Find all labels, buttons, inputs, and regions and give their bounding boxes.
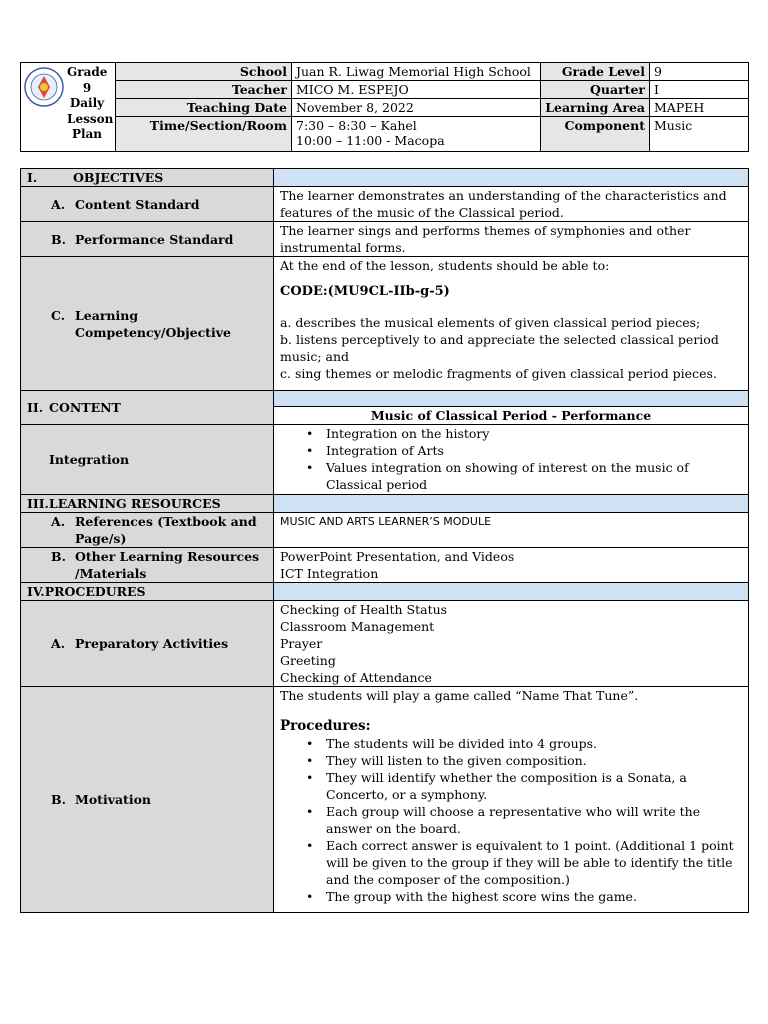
competency-label: Learning Competency/Objective	[75, 307, 231, 340]
section-number: I.	[27, 170, 38, 185]
row-letter: B.	[51, 549, 66, 564]
teacher-value: MICO M. ESPEJO	[292, 81, 541, 99]
lesson-plan-table	[20, 168, 749, 913]
competency-intro: At the end of the lesson, students should be able to:	[280, 258, 610, 273]
list-item: Checking of Attendance	[280, 670, 432, 685]
list-item: • The students will be divided into 4 groups.	[326, 735, 742, 752]
list-item: • The group with the highest score wins the game.	[326, 888, 742, 905]
content-standard-text: The learner demonstrates an understanding of the characteristics and features of the music of the Classical period.	[274, 187, 749, 222]
section-objectives-fill	[274, 169, 749, 187]
section-title: PROCEDURES	[44, 584, 146, 599]
section-title: CONTENT	[49, 400, 121, 415]
deped-seal-icon	[24, 67, 64, 107]
section-resources-fill	[274, 495, 749, 513]
motivation-cell	[274, 687, 749, 913]
row-letter: A.	[51, 196, 66, 212]
section-objectives	[21, 169, 274, 187]
list-item: Prayer	[280, 636, 323, 651]
quarter-value: I	[650, 81, 749, 99]
learning-area-label: Learning Area	[541, 99, 650, 117]
procedures-heading: Procedures:	[280, 718, 371, 734]
performance-standard-label-cell	[21, 222, 274, 257]
grade-box-line: Daily	[69, 96, 105, 110]
grade-box	[67, 65, 114, 143]
section-number: IV.	[27, 584, 45, 599]
section-title: OBJECTIVES	[73, 170, 164, 185]
quarter-label: Quarter	[541, 81, 650, 99]
list-item: • Integration of Arts	[326, 442, 742, 459]
teaching-date-label: Teaching Date	[116, 99, 292, 117]
row-letter: B.	[51, 231, 66, 247]
content-subtitle: Music of Classical Period - Performance	[370, 408, 652, 423]
teacher-label: Teacher	[116, 81, 292, 99]
time-line-2: 10:00 – 11:00 - Macopa	[296, 133, 445, 148]
grade-level-label: Grade Level	[541, 63, 650, 81]
competency-item-c: c. sing themes or melodic fragments of given classical period pieces.	[280, 366, 717, 381]
motivation-label-cell	[21, 687, 274, 913]
list-item: Classroom Management	[280, 619, 435, 634]
row-letter: A.	[51, 636, 66, 651]
time-section-value	[292, 117, 541, 152]
performance-standard-text: The learner sings and performs themes of symphonies and other instrumental forms.	[274, 222, 749, 257]
grade-box-line: Plan	[71, 127, 103, 141]
other-resources-cell	[274, 548, 749, 583]
learning-area-value: MAPEH	[650, 99, 749, 117]
competency-item-b: b. listens perceptively to and appreciate the selected classical period music; and	[280, 332, 719, 364]
grade-box-line: Lesson	[67, 111, 114, 126]
section-procedures-fill	[274, 583, 749, 601]
content-standard-label-cell	[21, 187, 274, 222]
list-item: • Each group will choose a representative who will write the answer on the board.	[326, 803, 742, 837]
section-resources	[21, 495, 274, 513]
other-resources-label: Other Learning Resources /Materials	[75, 549, 260, 581]
other-resources-label-cell	[21, 548, 274, 583]
motivation-steps	[280, 735, 742, 905]
list-item: • Each correct answer is equivalent to 1 point. (Additional 1 point will be given to the group if they will be able to identify the title and the composer of the composition.)	[326, 837, 742, 888]
content-standard-label: Content Standard	[75, 196, 200, 212]
time-section-label: Time/Section/Room	[116, 117, 292, 152]
preparatory-label: Preparatory Activities	[75, 636, 229, 651]
integration-label: Integration	[21, 425, 274, 495]
list-item: • Integration on the history	[326, 425, 742, 442]
section-content	[21, 391, 274, 425]
logo-cell	[21, 63, 116, 152]
component-value: Music	[650, 117, 749, 152]
performance-standard-label: Performance Standard	[75, 231, 234, 247]
competency-label-cell	[21, 257, 274, 391]
component-label: Component	[541, 117, 650, 152]
row-letter: B.	[51, 792, 66, 807]
school-label: School	[116, 63, 292, 81]
list-item: • They will listen to the given composition.	[326, 752, 742, 769]
references-text: MUSIC AND ARTS LEARNER’S MODULE	[274, 513, 749, 548]
list-item: • They will identify whether the composition is a Sonata, a Concerto, or a symphony.	[326, 769, 742, 803]
preparatory-label-cell	[21, 601, 274, 687]
content-fill	[274, 391, 748, 407]
header-table	[20, 62, 749, 151]
list-item: Checking of Health Status	[280, 602, 448, 617]
references-label-cell	[21, 513, 274, 548]
time-line-1: 7:30 – 8:30 – Kahel	[296, 118, 417, 133]
section-number: II.	[27, 400, 44, 415]
competency-cell	[274, 257, 749, 391]
integration-cell	[274, 425, 749, 495]
references-label: References (Textbook and Page/s)	[75, 514, 257, 546]
grade-box-line: Grade 9	[67, 65, 108, 95]
motivation-label: Motivation	[75, 792, 152, 807]
list-item: Greeting	[280, 653, 336, 668]
other-resources-line: ICT Integration	[280, 566, 379, 581]
preparatory-cell	[274, 601, 749, 687]
motivation-intro: The students will play a game called “Name That Tune”.	[280, 688, 639, 703]
row-letter: C.	[51, 307, 66, 323]
competency-code: CODE:(MU9CL-IIb-g-5)	[280, 284, 450, 299]
content-subtitle-cell	[274, 391, 749, 425]
section-procedures	[21, 583, 274, 601]
section-number: III.	[27, 496, 49, 511]
teaching-date-value: November 8, 2022	[292, 99, 541, 117]
grade-level-value: 9	[650, 63, 749, 81]
list-item: • Values integration on showing of interest on the music of Classical period	[326, 459, 742, 493]
integration-list	[280, 425, 742, 493]
row-letter: A.	[51, 514, 66, 529]
competency-item-a: a. describes the musical elements of given classical period pieces;	[280, 315, 701, 330]
school-value: Juan R. Liwag Memorial High School	[292, 63, 541, 81]
section-title: LEARNING RESOURCES	[48, 496, 221, 511]
other-resources-line: PowerPoint Presentation, and Videos	[280, 549, 515, 564]
